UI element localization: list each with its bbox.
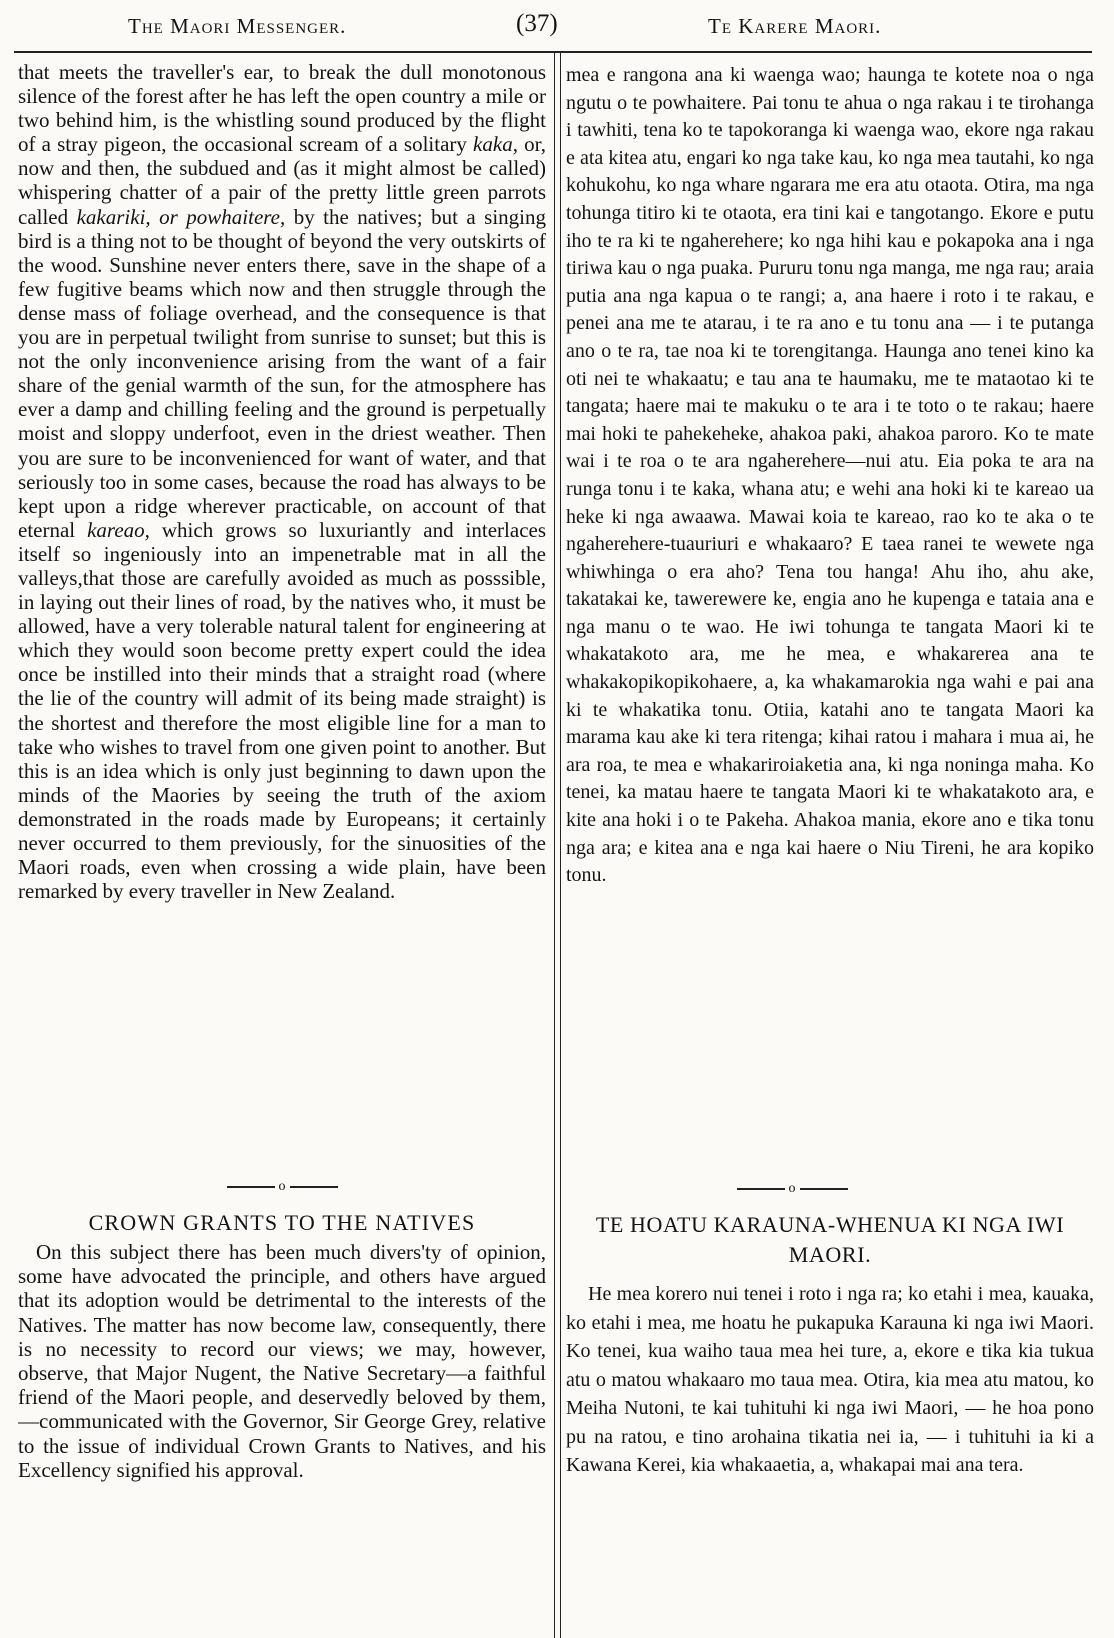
header-rule [14, 51, 1092, 53]
text-run: or, now and then, the subdued and (as it might almost be called) whispering chatter of a pair of the pretty little green parrots called [18, 132, 546, 229]
page-header [0, 0, 1114, 52]
italic-term: kareao, [87, 517, 150, 542]
separator-line [227, 1186, 275, 1188]
maori-article-paragraph: mea e rangona ana ki waenga wao; haunga te kotete noa o nga ngutu o te powhaitere. Pai tonu te ahua o nga rakau i te tirohanga i tawhiti, tena ko te tapokoranga ki waenga wao, ekore nga rakau e ata kitea atu, engari ko nga take kau, ko nga mea tautahi, ko nga kohukohu, ko nga whare ngarara me era atu otaota. Otira, ma nga tohunga titiro ki te otaota, era tini kai e tangotango. Ekore e putu iho te ra ki te ngaherehere; ko nga hihi kau e pokapoka ana i nga tiriwa kau o nga puaka. Pururu tonu nga manga, me nga rau; araia putia ana nga kapua o te rangi; a, ana haere i roto i te rakau, e penei ana me te atarau, i te ra ano e tu tonu ana — i te putanga ano o te ra, tae noa ki te torengitanga. Haunga ano tenei kino ka oti nei te whakaatu; e tau ana te haumaku, me te mataotao ki te tangata; haere mai te makuku o te ara i te toto o te rakau; haere mai hoki te pahekeheke, ahakoa paki, ahakoa paroro. Ko te mate wai i te roa o te ara ngaherehere—nui atu. Eia poka te ara na runga tonu i te kaka, whana atu; e wehi ana hoki ki te kareao ua heke ki nga awaawa. Mawai koia te kareao, rao ko te aka o te ngaherehere-tuauriuri e whakaaro? E taea ranei te wewete nga whiwhinga o era aho? Tena tou hanga! Ahu iho, ahu ake, takatakai ke, tawerewere ke, engia ano he kupenga e tataia ana e nga manu o te wao. He iwi tohunga te tangata Maori ki te whakatakoto ara, me he mea, e whakarerea ana te whakakopikopikohaere, a, ka whakamarokia nga wahi e pai ana ki te whakatika tonu. Otiia, katahi ano te tangata Maori ka marama kau ake ki tera ritenga; kihai ratou i mahara i mua ai, he ara roa, te mea e whakariroiaketia ana, ki nga noninga maha. Ko tenei, ka matau haere te tangata Maori ki te whakatakoto ara, e kite ana hoki i o te Pakeha. Ahakoa mania, ekore ano e tika tonu nga ara; e kitea ana e nga kai haere o Niu Tireni, he ara kopiko tonu. [566, 64, 1094, 887]
english-section-paragraph: On this subject there has been much divers'ty of opinion, some have advocated the principle, and others have argued that its adoption would be detrimental to the interests of the Natives. The matter has now become law, consequently, there is no necessity to record our views; we may, however, observe, that Major Nugent, the Native Secretary—a faithful friend of the Maori people, and deservedly beloved by them,—communicated with the Governor, Sir George Grey, relative to the issue of individual Crown Grants to Natives, and his Excellency signified his approval. [18, 1240, 546, 1482]
separator-mark: o [278, 1179, 286, 1195]
english-article-paragraph [18, 60, 546, 903]
english-section-title: CROWN GRANTS TO THE NATIVES [88, 1210, 476, 1235]
maori-column-article [566, 62, 1094, 1162]
column-divider [554, 52, 561, 1638]
section-separator-left [212, 1178, 352, 1196]
header-right-title: Te Karere Maori. [708, 14, 882, 38]
separator-line [737, 1188, 785, 1190]
text-run: by the natives; but a singing bird is a thing not to be thought of beyond the very outskirts of the wood. Sunshine never enters there, save in the shape of a few fugitive beams which now and then struggle through the dense mass of foliage overhead, and the consequence is that you are in perpetual twilight from sunrise to sunset; but this is not the only inconvenience arising from the want of a fair share of the genial warmth of the sun, for the atmosphere has ever a damp and chilling feeling and the ground is perpetually moist and sloppy underfoot, even in the driest weather. Then you are sure to be inconvenienced for want of water, and that seriously too in some cases, because the road has always to be kept upon a ridge wherever practicable, on account of that eternal [18, 204, 546, 542]
separator-line [290, 1186, 338, 1188]
english-column-article [18, 60, 546, 1160]
page-number: (37) [516, 10, 558, 37]
section-separator-right [722, 1180, 862, 1198]
maori-section-title: TE HOATU KARAUNA-WHENUA KI NGA IWI MAORI. [595, 1212, 1065, 1267]
header-left-title: The Maori Messenger. [128, 14, 347, 38]
text-run: which grows so luxuriantly and interlaces itself so ingeniously into an impenetrable mat in all the valleys,that those are carefully avoided as much as posssible, in laying out their lines of road, by the natives who, it must be allowed, have a very tolerable natural talent for engineering at which they would soon become pretty expert could the idea once be instilled into their minds that a straight road (where the lie of the country will admit of its being made straight) is the shortest and therefore the most eligible line for a man to take who wishes to travel from one given point to another. But this is an idea which is only just beginning to dawn upon the minds of the Maories by seeing the truth of the axiom demonstrated in the roads made by Europeans; it certainly never occurred to them previously, for the sinuosities of the Maori roads, even when crossing a wide plain, have been remarked by every traveller in New Zealand. [18, 517, 546, 904]
text-run: that meets the traveller's ear, to break the dull monotonous silence of the forest after he has left the open country a mile or two behind him, is the whistling sound produced by the flight of a stray pigeon, the occasional scream of a solitary [18, 60, 546, 157]
english-section-body [18, 1240, 546, 1632]
italic-term: kaka, [473, 132, 518, 157]
separator-mark: o [788, 1181, 796, 1197]
maori-section-paragraph: He mea korero nui tenei i roto i nga ra; ko etahi i mea, kauaka, ko etahi i mea, me hoatu he pukapuka Karauna ki nga iwi Maori. Ko tenei, kua waiho taua mea hei ture, a, ekore e tika kia tukua atu o matou whakaaro mo taua mea. Otira, kia mea atu matou, ko Meiha Nutoni, te kai tuhituhi ki nga iwi Maori, — he hoa pono pu na ratou, e tino arohaina tikatia nei ia, — i tuhituhi ia ki a Kawana Kerei, kia whakaaetia, a, whakapai mai ana tera. [566, 1283, 1094, 1476]
separator-line [800, 1188, 848, 1190]
maori-section-body [566, 1280, 1094, 1632]
italic-term: kakariki, or powhaitere, [76, 204, 286, 229]
